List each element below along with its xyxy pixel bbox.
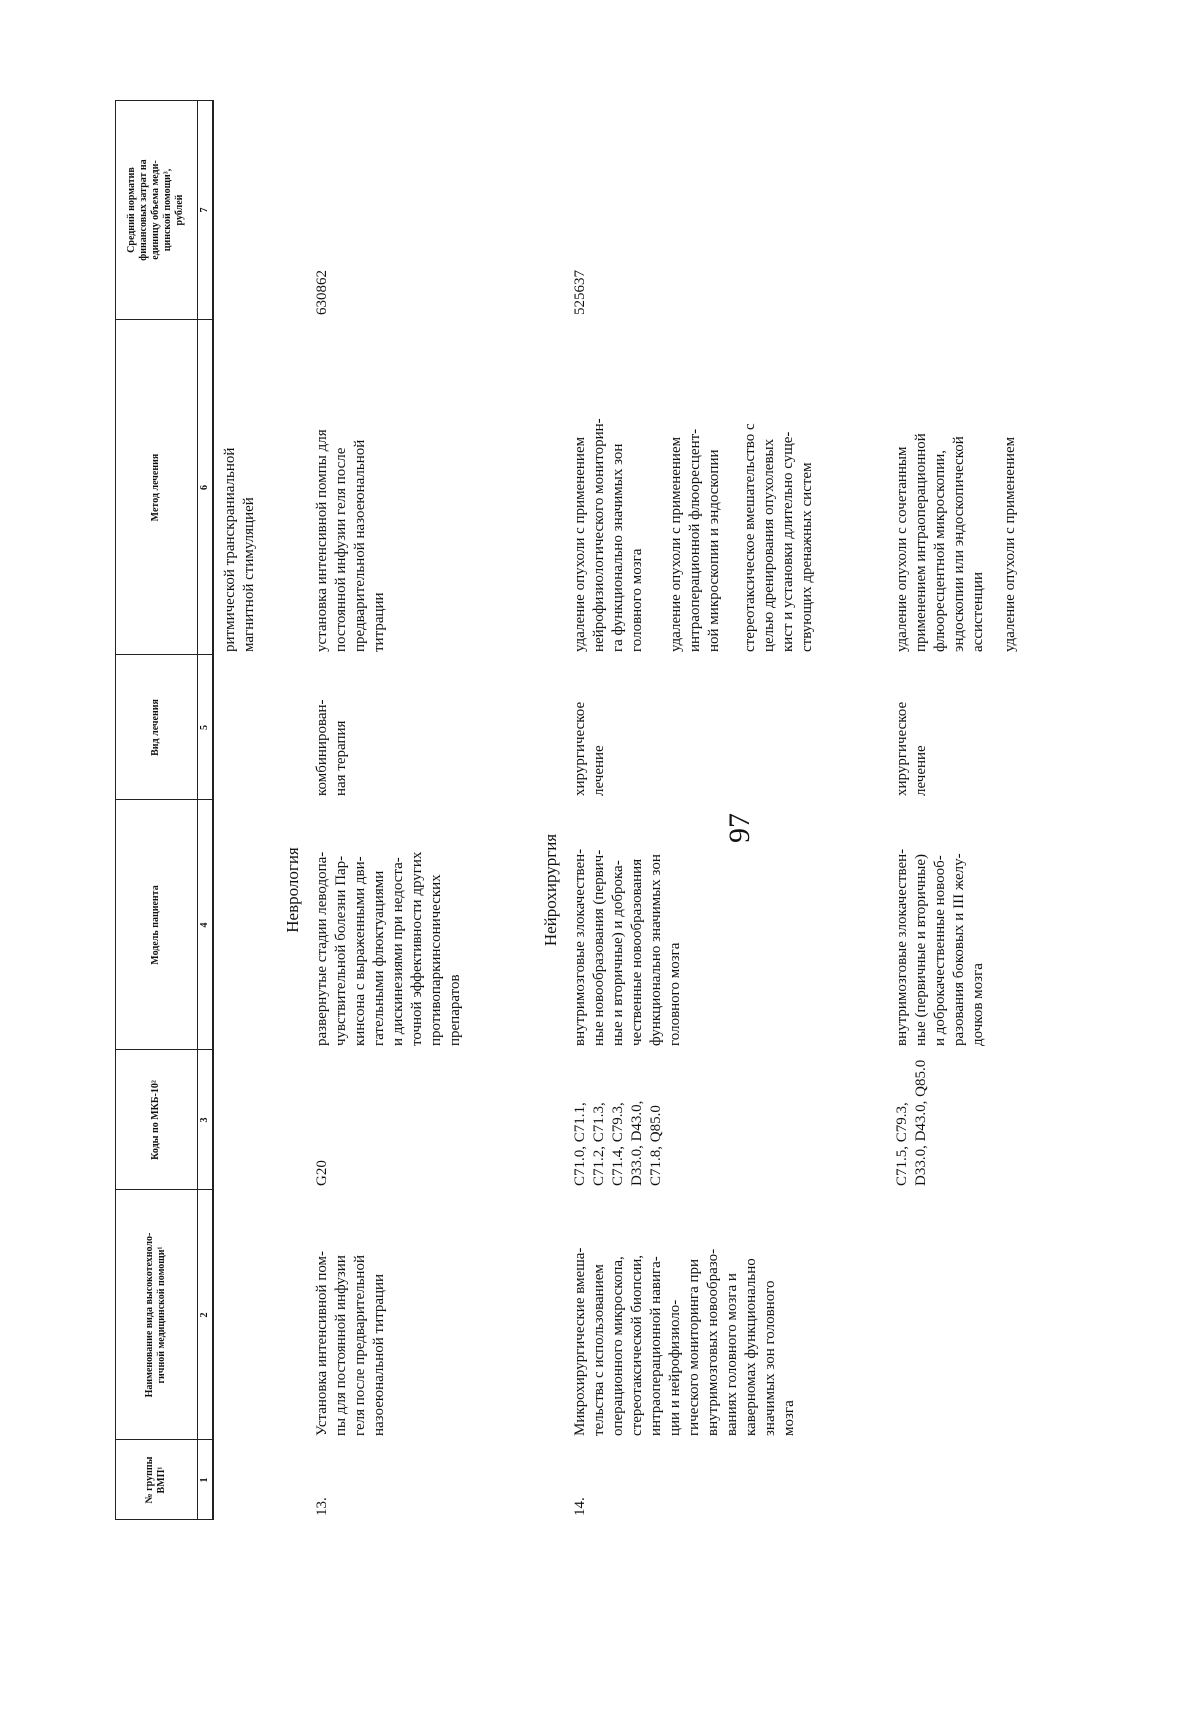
continuation-method: ритмической транскраниальной магнитной стимуляцией — [222, 447, 257, 652]
column-number: 6 — [199, 485, 210, 490]
row14-method-b2: удаление опухоли с применением — [1002, 436, 1018, 652]
row14-cost: 525637 — [572, 270, 588, 315]
column-number: 7 — [199, 207, 210, 213]
header-top-rule — [115, 100, 116, 1520]
row14-patient-model-b: внутримозговые злокачествен- ные (первичные и вторичные) и доброкачественные новооб- разования боковых и III желу- дочков мозга — [894, 848, 986, 1046]
row14-method-a3: стереотаксическое вмешательство с целью дренирования опухолевых кист и установки длительно суще- ствующих дренажных систем — [742, 423, 815, 652]
header-treatment-type: Вид лечения — [150, 699, 161, 756]
header-cost: Средний норматив финансовых затрат на единицу объема меди- цинской помощи³, рублей — [126, 159, 185, 261]
header-rule — [197, 100, 198, 1520]
row13-vmp-name: Установка интенсивной пом- пы для постоянной инфузии геля после предварительной назоеюнальной титрации — [314, 1250, 387, 1436]
row14-vmp-name: Микрохирургические вмеша- тельства с использованием операционного микроскопа, стереотаксической биопсии, интраоперационной навига- ции и нейрофизиоло- гического мониторинга при внутримозговых новообразо- ваниях головного мозга и каверномах функционально значимых зон головного мозга — [572, 1247, 797, 1436]
row13-cost: 630862 — [314, 270, 330, 315]
header-vmp-name: Наименование вида высокотехноло- гичной медицинской помощи¹ — [144, 1232, 167, 1398]
row13-treatment-method: установка интенсивной помпы для постоянной инфузии геля после предварительной назоеюнальной титрации — [314, 429, 387, 652]
row14-method-a1: удаление опухоли с применением нейрофизиологического мониторин- га функционально значимых зон головного мозга — [572, 418, 645, 652]
header-bottom-rule — [212, 100, 214, 1520]
column-number: 5 — [199, 725, 210, 730]
row14-icd-codes-a: C71.0, C71.1, C71.2, C71.3, C71.4, C79.3, D33.0, D43.0, C71.8, Q85.0 — [572, 1100, 664, 1186]
column-number: 2 — [199, 1312, 210, 1318]
column-number: 3 — [199, 1117, 210, 1123]
row14-method-b1: удаление опухоли с сочетанным применением интраоперационной флюоресцентной микроскопии, эндоскопии или эндоскопической ассистенции — [894, 433, 986, 652]
row13-number: 13. — [314, 1497, 330, 1516]
row13-treatment-type: комбинирован- ная терапия — [314, 699, 349, 796]
header-group-number: № группы ВМП¹ — [144, 1456, 167, 1504]
row14-number: 14. — [572, 1497, 588, 1516]
row13-icd-codes: G20 — [314, 1160, 330, 1186]
page-number: 97 — [723, 813, 756, 843]
document-sheet — [115, 100, 1115, 1520]
row14-treatment-type-b: хирургическое лечение — [894, 701, 929, 796]
header-patient-model: Модель пациента — [150, 885, 161, 965]
column-number: 1 — [199, 1477, 210, 1483]
row14-treatment-type-a: хирургическое лечение — [572, 701, 607, 796]
header-treatment-method: Метод лечения — [150, 453, 161, 522]
column-number: 4 — [199, 922, 210, 928]
section-neurology: Неврология — [283, 847, 302, 933]
row14-patient-model-a: внутримозговые злокачествен- ные новообразования (первич- ные и вторичные) и доброка- чественные новообразования функционально значимых зон головного мозга — [572, 848, 683, 1046]
row13-patient-model: развернутые стадии леводопа- чувствительной болезни Пар- кинсона с выраженными дви- гательными флюктуациями и дискинезиями при недоста- точной эффективности других противопаркинсонических препаратов — [314, 851, 463, 1046]
row14-icd-codes-b: C71.5, C79.3, D33.0, D43.0, Q85.0 — [894, 1059, 929, 1186]
section-neurosurgery: Нейрохирургия — [541, 833, 560, 947]
row14-method-a2: удаление опухоли с применением интраоперационной флюоресцент- ной микроскопии и эндоскопии — [668, 428, 722, 652]
header-icd-codes: Коды по МКБ-10² — [150, 1080, 161, 1160]
